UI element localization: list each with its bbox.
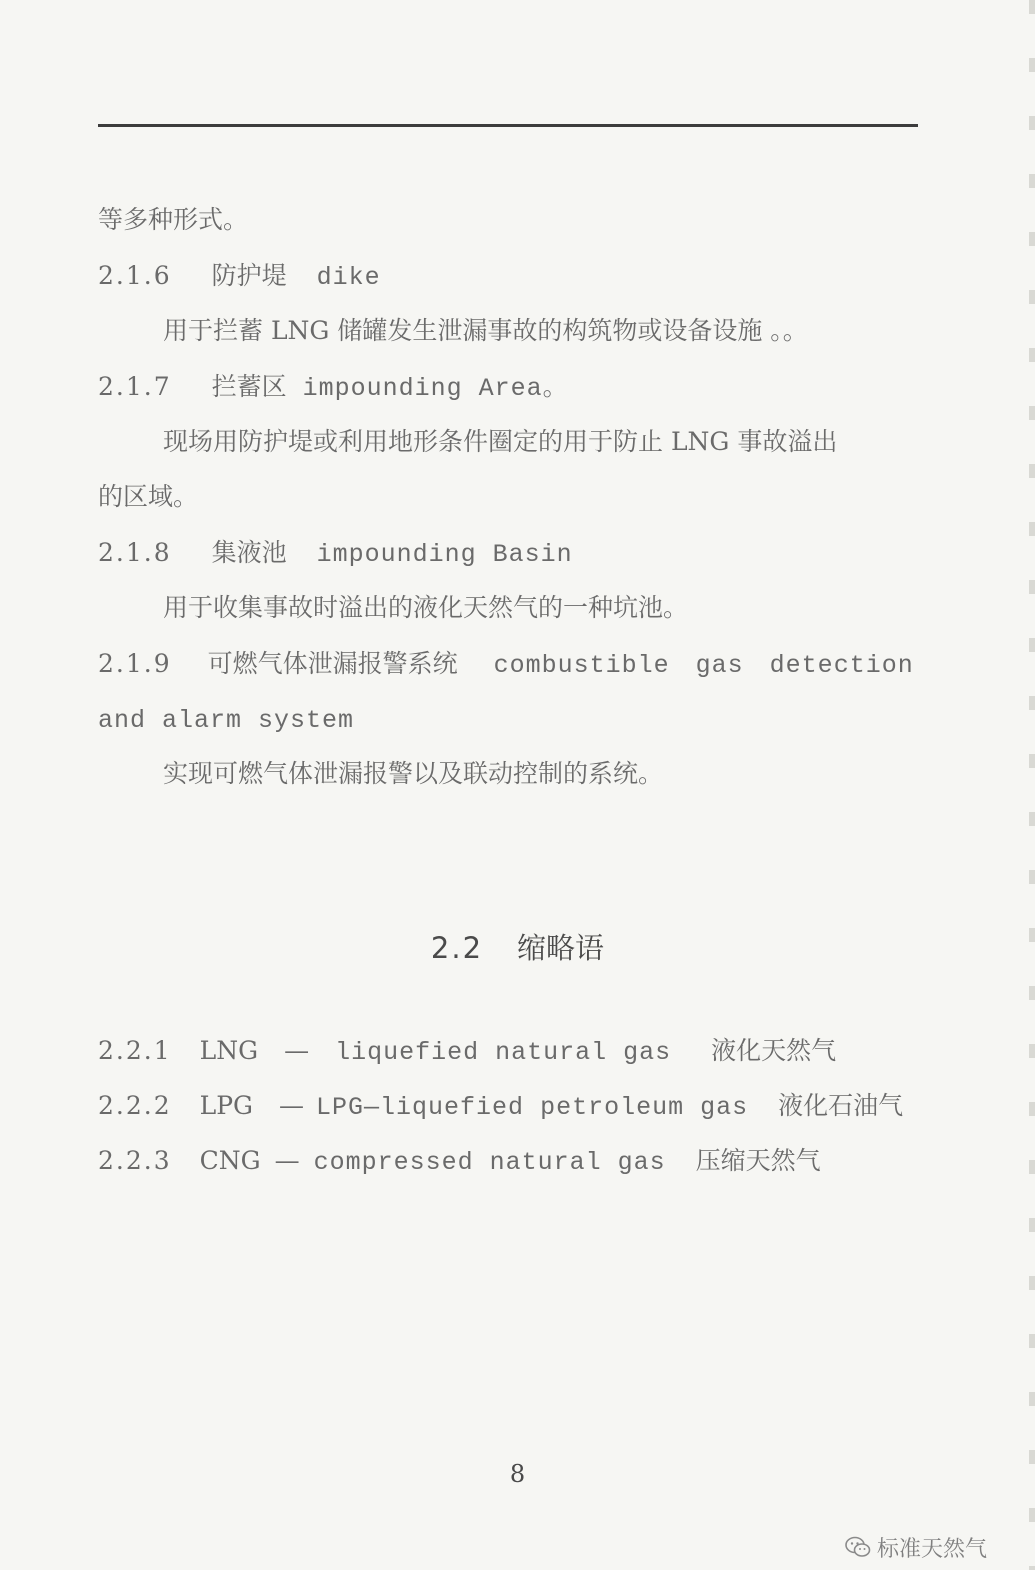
abbr-2-2-1 [98,1036,836,1068]
term-2-1-6-definition: 用于拦蓄 LNG 储罐发生泄漏事故的构筑物或设备设施 。。 [163,316,808,345]
continuation-text: 等多种形式。 [98,205,249,234]
term-2-1-7-heading [98,372,569,404]
abbr-code: LNG [199,1036,259,1065]
term-2-1-8-definition: 用于收集事故时溢出的液化天然气的一种坑池。 [163,593,689,622]
page-number: 8 [509,1460,526,1488]
abbr-en: compressed natural gas [313,1148,666,1177]
term-2-1-9-en-line2 [98,704,354,736]
abbr-number: 2.2.3 [98,1146,172,1175]
abbr-dash: — [279,1091,305,1120]
watermark-text: 标准天然气 [877,1536,988,1562]
term-zh: 拦蓄区 [211,372,287,401]
term-en: impounding Basin [316,540,573,569]
abbr-dash: — [274,1146,300,1175]
section-number: 2.2 [430,931,484,965]
term-2-1-6-heading [98,261,381,293]
term-2-1-7-definition-line2: 的区域。 [98,482,199,511]
abbr-code: CNG [199,1146,261,1175]
abbr-en: LPG—liquefied petroleum gas [316,1093,749,1122]
abbr-code: LPG [199,1091,254,1120]
term-2-1-7-definition-line1: 现场用防护堤或利用地形条件圈定的用于防止 LNG 事故溢出 [163,427,838,456]
abbr-zh: 液化石油气 [778,1091,904,1120]
abbr-2-2-3 [98,1146,821,1178]
term-number: 2.1.6 [98,261,172,290]
term-2-1-9-heading [98,649,914,681]
header-rule [98,124,918,127]
abbr-zh: 压缩天然气 [695,1146,821,1175]
term-en-line1: combustible gas detection [493,651,914,680]
wechat-icon [845,1536,871,1558]
term-number: 2.1.9 [98,649,172,678]
term-number: 2.1.7 [98,372,172,401]
term-2-1-9-definition: 实现可燃气体泄漏报警以及联动控制的系统。 [163,759,664,788]
term-2-1-8-heading [98,538,573,570]
term-en: dike [316,263,381,292]
term-number: 2.1.8 [98,538,172,567]
term-zh: 可燃气体泄漏报警系统 [207,649,458,678]
abbr-zh: 液化天然气 [711,1036,837,1065]
abbr-number: 2.2.1 [98,1036,172,1065]
page-edge [1029,0,1035,1570]
watermark [845,1530,987,1564]
section-title: 缩略语 [517,931,605,965]
term-en-line2: and alarm system [98,706,355,735]
section-heading [0,926,1035,967]
term-zh: 集液池 [211,538,287,567]
abbr-en: liquefied natural gas [335,1038,672,1067]
abbr-number: 2.2.2 [98,1091,172,1120]
abbr-dash: — [284,1036,310,1065]
term-zh: 防护堤 [211,261,287,290]
term-en: impounding Area。 [302,374,569,403]
abbr-2-2-2 [98,1091,903,1123]
